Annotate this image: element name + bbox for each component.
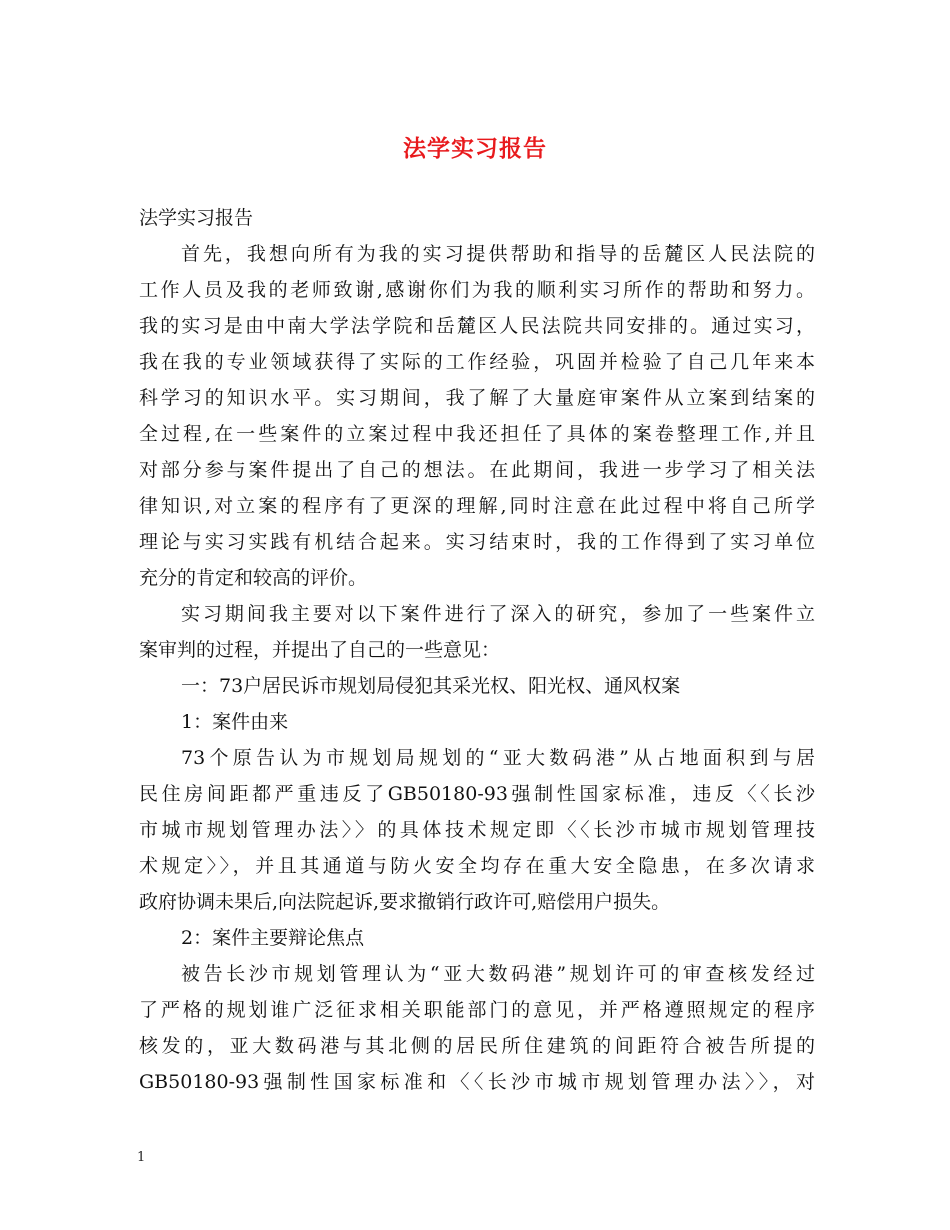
text-line: 一：73户居民诉市规划局侵犯其采光权、阳光权、通风权案 xyxy=(181,675,681,697)
text-line: 首先，我想向所有为我的实习提供帮助和指导的岳麓区人民法院的 xyxy=(181,243,815,265)
text-line: 全过程,在一些案件的立案过程中我还担任了具体的案卷整理工作,并且 xyxy=(139,423,815,445)
text-line: 被告长沙市规划管理认为“亚大数码港”规划许可的审查核发经过 xyxy=(181,963,815,985)
text-line: 核发的，亚大数码港与其北侧的居民所住建筑的间距符合被告所提的 xyxy=(139,1035,815,1057)
page-number: 1 xyxy=(137,1150,146,1165)
text-line: 民住房间距都严重违反了GB50180-93强制性国家标准，违反〈〈长沙 xyxy=(139,783,815,805)
text-line: 充分的肯定和较高的评价。 xyxy=(139,567,368,589)
text-line: 政府协调未果后,向法院起诉,要求撤销行政许可,赔偿用户损失。 xyxy=(139,891,671,913)
text-line: 律知识,对立案的程序有了更深的理解,同时注意在此过程中将自己所学 xyxy=(139,495,815,517)
text-line: 了严格的规划谁广泛征求相关职能部门的意见，并严格遵照规定的程序 xyxy=(139,999,815,1021)
text-line: GB50180-93强制性国家标准和〈〈长沙市城市规划管理办法〉〉，对 xyxy=(139,1071,815,1093)
document-title: 法学实习报告 xyxy=(403,135,547,162)
text-line: 工作人员及我的老师致谢,感谢你们为我的顺利实习所作的帮助和努力。 xyxy=(139,279,815,301)
text-line: 案审判的过程，并提出了自己的一些意见： xyxy=(139,639,501,661)
text-line: 我在我的专业领域获得了实际的工作经验，巩固并检验了自己几年来本 xyxy=(139,351,815,373)
text-line: 1：案件由来 xyxy=(181,711,289,733)
document-body xyxy=(139,200,815,1100)
text-line: 理论与实习实践有机结合起来。实习结束时，我的工作得到了实习单位 xyxy=(139,531,815,553)
text-line: 2：案件主要辩论焦点 xyxy=(181,927,365,949)
text-line: 科学习的知识水平。实习期间，我了解了大量庭审案件从立案到结案的 xyxy=(139,387,815,409)
text-line: 73个原告认为市规划局规划的“亚大数码港”从占地面积到与居 xyxy=(181,747,815,769)
text-line: 法学实习报告 xyxy=(139,207,254,229)
text-line: 市城市规划管理办法〉〉的具体技术规定即〈〈长沙市城市规划管理技 xyxy=(139,819,815,841)
text-line: 对部分参与案件提出了自己的想法。在此期间，我进一步学习了相关法 xyxy=(139,459,815,481)
text-line: 术规定〉〉，并且其通道与防火安全均存在重大安全隐患，在多次请求 xyxy=(139,855,815,877)
text-line: 实习期间我主要对以下案件进行了深入的研究，参加了一些案件立 xyxy=(181,603,815,625)
text-line: 我的实习是由中南大学法学院和岳麓区人民法院共同安排的。通过实习， xyxy=(139,315,815,337)
